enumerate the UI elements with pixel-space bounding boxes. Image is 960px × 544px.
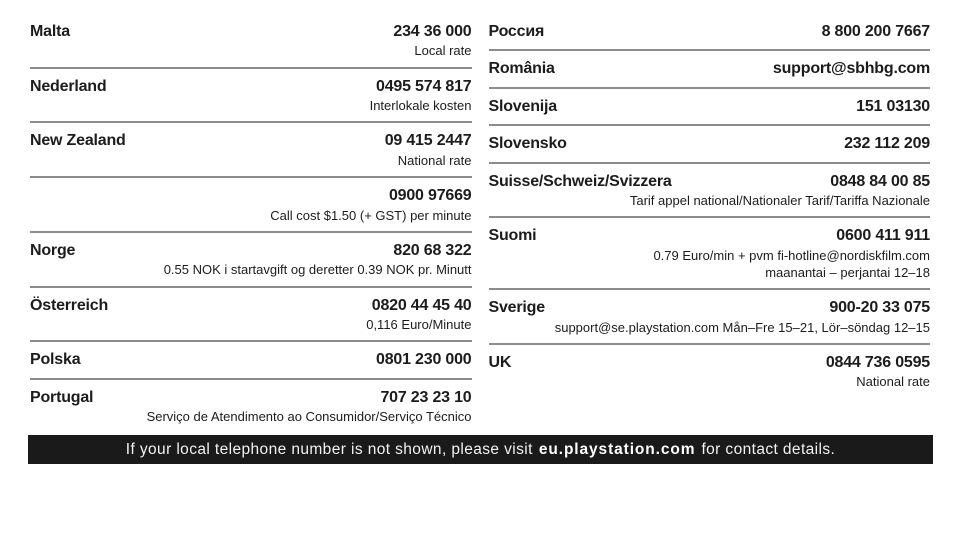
country-name: New Zealand: [30, 132, 126, 150]
contact-number: 0820 44 45 40: [371, 296, 472, 314]
footer-website: eu.playstation.com: [538, 440, 696, 458]
contact-row-polska: [30, 342, 472, 379]
contact-number: 707 23 23 10: [380, 388, 472, 406]
contact-number: 900-20 33 075: [829, 299, 930, 317]
contact-row-nederland: [30, 69, 472, 124]
contact-number: 820 68 322: [393, 241, 472, 259]
footer-banner: [28, 435, 933, 464]
contact-column-right: [489, 14, 931, 398]
contact-row-malta: [30, 14, 472, 69]
contact-number: 0600 411 911: [836, 227, 930, 245]
rate-note: National rate: [856, 374, 930, 390]
contact-row-slovensko: [489, 126, 931, 163]
contact-number: 0848 84 00 85: [830, 172, 930, 190]
rate-note: Interlokale kosten: [369, 98, 472, 114]
contact-columns: [30, 14, 930, 435]
contact-number: 0495 574 817: [376, 77, 472, 95]
rate-note: Tarif appel national/Nationaler Tarif/Tariffa Nazionale: [629, 192, 930, 208]
country-name: Slovensko: [488, 135, 567, 153]
rate-note: 0.55 NOK i startavgift og deretter 0.39 NOK pr. Minutt: [163, 262, 472, 278]
contact-number: 232 112 209: [844, 135, 930, 153]
rate-note: 0,116 Euro/Minute: [366, 316, 472, 332]
country-name: Slovenija: [488, 97, 557, 115]
country-name: Suomi: [488, 227, 537, 245]
contact-number: 151 03130: [856, 97, 930, 115]
country-name: UK: [488, 354, 512, 372]
contact-number: 0801 230 000: [376, 351, 472, 369]
contact-number: 0844 736 0595: [825, 354, 930, 372]
contact-row-romania: [489, 51, 931, 88]
contact-row-new-zealand-premium: [30, 178, 472, 233]
country-name: Norge: [30, 241, 76, 259]
contact-number: 234 36 000: [393, 23, 472, 40]
rate-note: National rate: [397, 152, 472, 168]
country-name: Suisse/Schweiz/Svizzera: [488, 172, 672, 190]
contact-row-new-zealand: [30, 123, 472, 178]
rate-note: Local rate: [414, 43, 472, 59]
contact-row-sverige: [489, 290, 931, 345]
rate-note: 0.79 Euro/min + pvm fi-hotline@nordiskfilm.com: [653, 247, 930, 263]
footer-text-after: for contact details.: [701, 440, 836, 458]
contact-number: 09 415 2447: [384, 132, 472, 150]
rate-note: Serviço de Atendimento ao Consumidor/Serviço Técnico: [146, 409, 472, 425]
country-name: Nederland: [30, 77, 107, 95]
footer-text-before: If your local telephone number is not shown, please visit: [125, 440, 533, 458]
contact-row-portugal: [30, 380, 472, 433]
country-name: Polska: [30, 351, 81, 369]
country-name: România: [488, 60, 555, 78]
contact-row-rossiya: [489, 14, 931, 51]
opening-hours-note: maanantai – perjantai 12–18: [765, 265, 930, 280]
contact-email: support@sbhbg.com: [772, 60, 930, 78]
country-name: Malta: [30, 23, 70, 40]
contact-row-suisse: [489, 164, 931, 219]
country-name: Österreich: [30, 296, 109, 314]
contact-number: 0900 97669: [388, 187, 472, 205]
contact-column-left: [30, 14, 472, 432]
contact-row-slovenija: [489, 89, 931, 126]
contact-number: 8 800 200 7667: [821, 23, 930, 40]
rate-note: Call cost $1.50 (+ GST) per minute: [270, 207, 472, 223]
rate-note: support@se.playstation.com Mån–Fre 15–21, Lör–söndag 12–15: [554, 319, 930, 335]
country-name: Portugal: [30, 388, 94, 406]
country-name: Sverige: [488, 299, 545, 317]
contact-row-norge: [30, 233, 472, 288]
contact-row-uk: [489, 345, 931, 398]
contact-row-suomi: [489, 218, 931, 290]
contact-row-osterreich: [30, 288, 472, 343]
country-name: Россия: [488, 23, 545, 40]
